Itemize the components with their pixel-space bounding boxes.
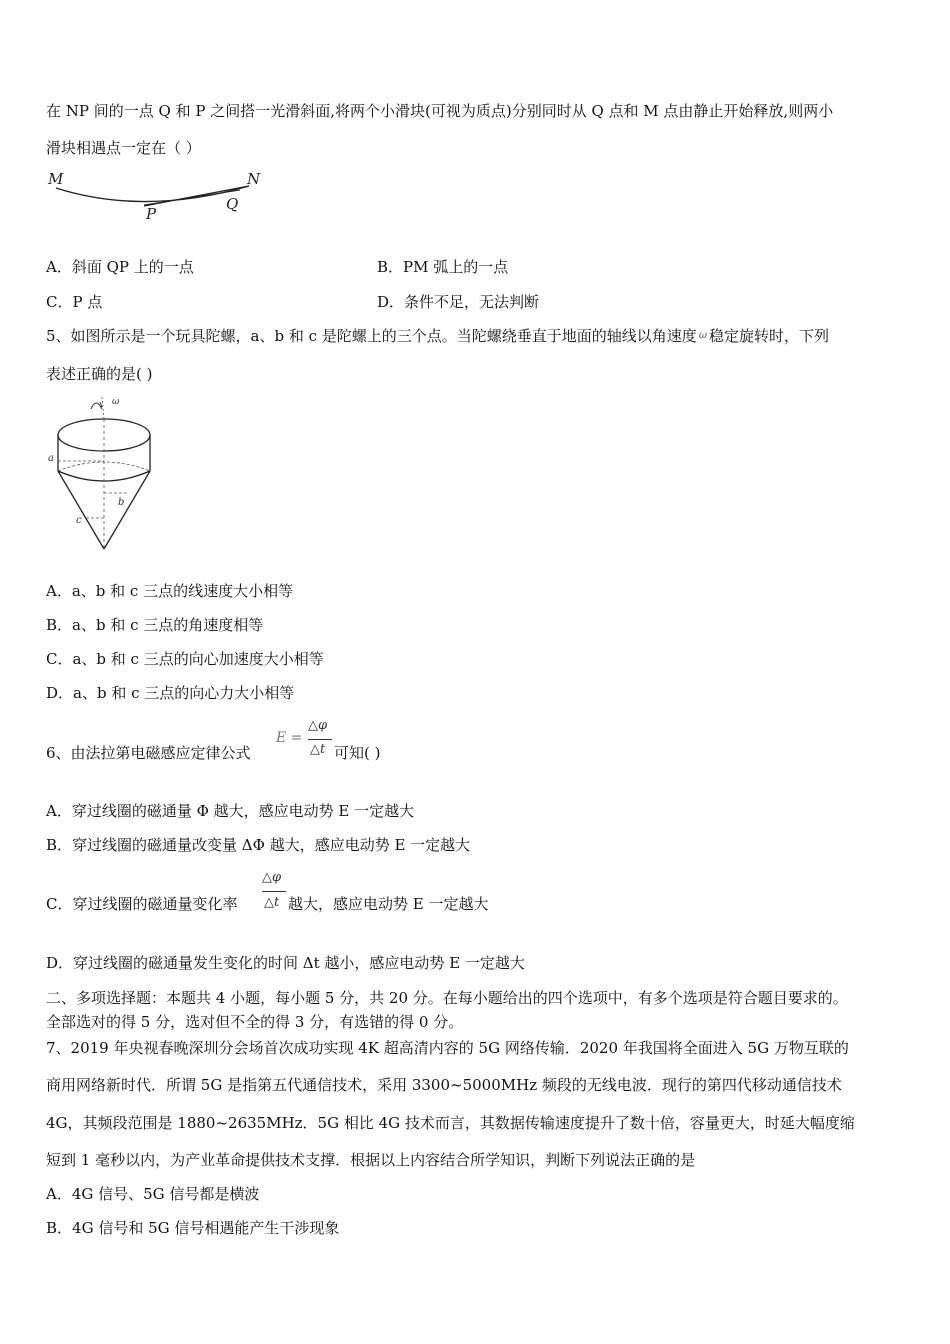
q7-stem-line1: 7、2019 年央视春晚深圳分会场首次成功实现 4K 超高清内容的 5G 网络传输．2020 年我国将全面进入 5G 万物互联的 <box>46 1039 849 1057</box>
q6-option-d: D．穿过线圈的磁通量发生变化的时间 Δt 越小，感应电动势 E 一定越大 <box>46 954 525 972</box>
q4-option-d: D．条件不足，无法判断 <box>377 293 540 311</box>
q7-option-a: A．4G 信号、5G 信号都是横波 <box>46 1185 260 1203</box>
q6-option-c-tail: 越大，感应电动势 E 一定越大 <box>288 895 489 913</box>
q7-option-b: B．4G 信号和 5G 信号相遇能产生干涉现象 <box>46 1219 340 1237</box>
point-a-label: a <box>48 453 54 464</box>
q5-option-c: C．a、b 和 c 三点的向心加速度大小相等 <box>46 650 324 668</box>
q6-stem-tail: 可知( ) <box>334 744 381 762</box>
q5-stem-head: 5、如图所示是一个玩具陀螺，a、b 和 c 是陀螺上的三个点。当陀螺绕垂直于地面的轴线以角速度 <box>46 327 697 345</box>
q4-stem-line1: 在 NP 间的一点 Q 和 P 之间搭一光滑斜面,将两个小滑块(可视为质点)分别同时从 Q 点和 M 点由静止开始释放,则两小 <box>46 102 834 120</box>
q4-figure <box>44 168 274 228</box>
formula-numerator: △φ <box>308 718 328 733</box>
section2-heading-line1: 二、多项选择题：本题共 4 小题，每小题 5 分，共 20 分。在每小题给出的四个选项中，有多个选项是符合题目要求的。 <box>46 989 848 1007</box>
q4-option-b: B．PM 弧上的一点 <box>377 258 509 276</box>
omega-label: ω <box>112 397 120 407</box>
q5-stem-line2: 表述正确的是( ) <box>46 365 153 383</box>
rate-fraction <box>260 868 290 916</box>
q4-stem-line2: 滑块相遇点一定在（ ） <box>46 139 201 157</box>
q4-option-c: C．P 点 <box>46 293 103 311</box>
q5-option-b: B．a、b 和 c 三点的角速度相等 <box>46 616 264 634</box>
point-m-label: M <box>48 170 64 188</box>
q4-option-a: A．斜面 QP 上的一点 <box>46 258 194 276</box>
point-b-label: b <box>118 497 125 508</box>
rate-fraction-bar <box>262 891 286 892</box>
formula-lhs: E = <box>276 730 303 746</box>
rate-denominator: △t <box>264 895 280 910</box>
q6-option-b: B．穿过线圈的磁通量改变量 ΔΦ 越大，感应电动势 E 一定越大 <box>46 836 471 854</box>
formula-fraction-bar <box>308 739 332 740</box>
point-n-label: N <box>247 170 261 188</box>
q7-stem-line3: 4G，其频段范围是 1880~2635MHz．5G 相比 4G 技术而言，其数据传输速度提升了数十倍，容量更大，时延大幅度缩 <box>46 1114 855 1132</box>
arc-incline-diagram <box>44 168 274 228</box>
omega-symbol: ω <box>698 330 707 341</box>
q5-stem-tail: 稳定旋转时，下列 <box>708 327 829 345</box>
q6-stem-head: 6、由法拉第电磁感应定律公式 <box>46 744 251 762</box>
q7-stem-line4: 短到 1 毫秒以内，为产业革命提供技术支撑．根据以上内容结合所学知识，判断下列说法正确的是 <box>46 1151 696 1169</box>
rate-numerator: △φ <box>262 870 282 885</box>
q7-stem-line2: 商用网络新时代．所谓 5G 是指第五代通信技术，采用 3300~5000MHz 频段的无线电波．现行的第四代移动通信技术 <box>46 1076 842 1094</box>
spinning-top-diagram <box>44 393 164 553</box>
q5-figure <box>44 393 164 553</box>
section2-heading-line2: 全部选对的得 5 分，选对但不全的得 3 分，有选错的得 0 分。 <box>46 1013 464 1031</box>
point-c-label: c <box>76 515 82 526</box>
q5-option-a: A．a、b 和 c 三点的线速度大小相等 <box>46 582 294 600</box>
point-q-label: Q <box>226 195 239 213</box>
q5-stem-line1 <box>46 326 829 346</box>
q5-option-d: D．a、b 和 c 三点的向心力大小相等 <box>46 684 295 702</box>
q6-option-c-head: C．穿过线圈的磁通量变化率 <box>46 895 238 913</box>
q6-option-a: A．穿过线圈的磁通量 Φ 越大，感应电动势 E 一定越大 <box>46 802 415 820</box>
formula-denominator: △t <box>310 742 326 757</box>
point-p-label: P <box>146 205 157 223</box>
faraday-formula <box>274 716 334 764</box>
